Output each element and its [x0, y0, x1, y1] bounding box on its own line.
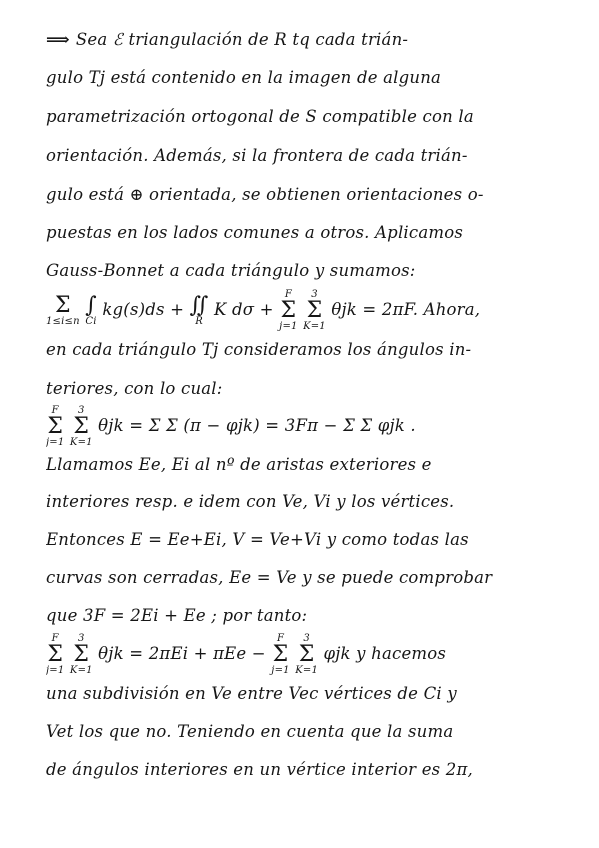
text-line-19: Vet los que no. Teniendo en cuenta que la suma [46, 722, 454, 741]
text-line-2: gulo Tj está contenido en la imagen de alguna [46, 68, 442, 87]
sum-j-block-1 [279, 290, 297, 332]
sum-symbol-icon: Σ [272, 641, 289, 667]
sum-k-top-2: 3 [78, 404, 85, 416]
text-line-12: Llamamos Ee, Ei al nº de aristas exteriores e [46, 455, 432, 474]
text-line-9: en cada triángulo Tj consideramos los ángulos in- [46, 340, 472, 359]
sum-j-block-3 [46, 634, 64, 676]
sum-k-bottom-2: K=1 [69, 436, 93, 448]
sum-i-lower: 1≤i≤n [46, 315, 80, 327]
sum-symbol-icon: Σ [55, 292, 71, 318]
text-line-20: de ángulos interiores en un vértice interior es 2π, [46, 760, 473, 779]
sum-k-block-1 [303, 290, 326, 332]
sum-k-top-1: 3 [311, 288, 318, 300]
text-line-10: teriores, con lo cual: [46, 379, 223, 398]
sum-j-bottom-3: j=1 [46, 664, 65, 676]
sum-j-bottom-2: j=1 [46, 436, 65, 448]
text-line-6: puestas en los lados comunes a otros. Aplicamos [46, 223, 464, 242]
double-integral-block [189, 292, 209, 327]
sum-k-bottom-3: K=1 [69, 664, 93, 676]
sum-k-bottom-4: K=1 [295, 664, 319, 676]
sum-j-block-2 [46, 406, 64, 448]
integral-block [85, 292, 97, 327]
formula-line-3 [46, 628, 566, 680]
sum-k-block-4 [295, 634, 318, 676]
sum-i-block [46, 292, 80, 327]
sum-j-block-4 [271, 634, 289, 676]
text-line-14: Entonces E = Ee+Ei, V = Ve+Vi y como todas las [46, 530, 469, 549]
sum-k-block-2 [70, 406, 93, 448]
double-integral-sub: R [195, 315, 203, 327]
formula-2-rhs: θjk = Σ Σ (π − φjk) = 3Fπ − Σ Σ φjk . [98, 416, 416, 435]
text-line-1 [46, 30, 566, 49]
formula-line-1 [46, 284, 566, 336]
integral-sub: Ci [85, 315, 97, 327]
sum-symbol-icon: Σ [47, 641, 64, 667]
integral-symbol-icon: ∫ [85, 292, 97, 318]
sum-j-top-2: F [51, 404, 59, 416]
double-integral-symbol-icon: ∬ [189, 292, 209, 318]
sum-j-bottom-4: j=1 [271, 664, 290, 676]
text-line-13: interiores resp. e idem con Ve, Vi y los vértices. [46, 492, 455, 511]
formula-line-2 [46, 400, 566, 452]
text-line-4: orientación. Además, si la frontera de cada trián- [46, 146, 468, 165]
sum-symbol-icon: Σ [73, 641, 90, 667]
text-line-3: parametrización ortogonal de S compatible con la [46, 107, 474, 126]
sum-symbol-icon: Σ [73, 413, 90, 439]
formula-1-rhs: θjk = 2πF. Ahora, [331, 300, 481, 319]
formula-3-tail: φjk y hacemos [323, 644, 447, 663]
sum-symbol-icon: Σ [306, 297, 323, 323]
sum-j-bottom-1: j=1 [279, 320, 298, 332]
integral-expression: kg(s)ds [102, 300, 165, 319]
text-line-16: que 3F = 2Ei + Ee ; por tanto: [46, 606, 308, 625]
plus-sign-1: + [170, 300, 190, 319]
implies-arrow-icon: ⟹ [46, 30, 70, 49]
text-line-15: curvas son cerradas, Ee = Ve y se puede comprobar [46, 568, 493, 587]
sum-j-top-1: F [284, 288, 292, 300]
sum-symbol-icon: Σ [280, 297, 297, 323]
text-line-5: gulo está ⊕ orientada, se obtienen orientaciones o- [46, 185, 484, 204]
sum-symbol-icon: Σ [298, 641, 315, 667]
sum-k-top-4: 3 [303, 632, 310, 644]
text-line-18: una subdivisión en Ve entre Vec vértices de Ci y [46, 684, 457, 703]
sum-j-top-4: F [276, 632, 285, 644]
text-line-1-content: Sea ℰ triangulación de R tq cada trián- [75, 30, 409, 49]
formula-3-mid: θjk = 2πEi + πEe − [98, 644, 266, 663]
sum-k-top-3: 3 [78, 632, 85, 644]
sum-symbol-icon: Σ [47, 413, 64, 439]
double-integral-expression: K dσ [214, 300, 255, 319]
sum-k-bottom-1: K=1 [303, 320, 326, 332]
text-line-7: Gauss-Bonnet a cada triángulo y sumamos: [46, 261, 416, 280]
sum-j-top-3: F [51, 632, 59, 644]
plus-sign-2: + [259, 300, 280, 319]
sum-k-block-3 [70, 634, 93, 676]
